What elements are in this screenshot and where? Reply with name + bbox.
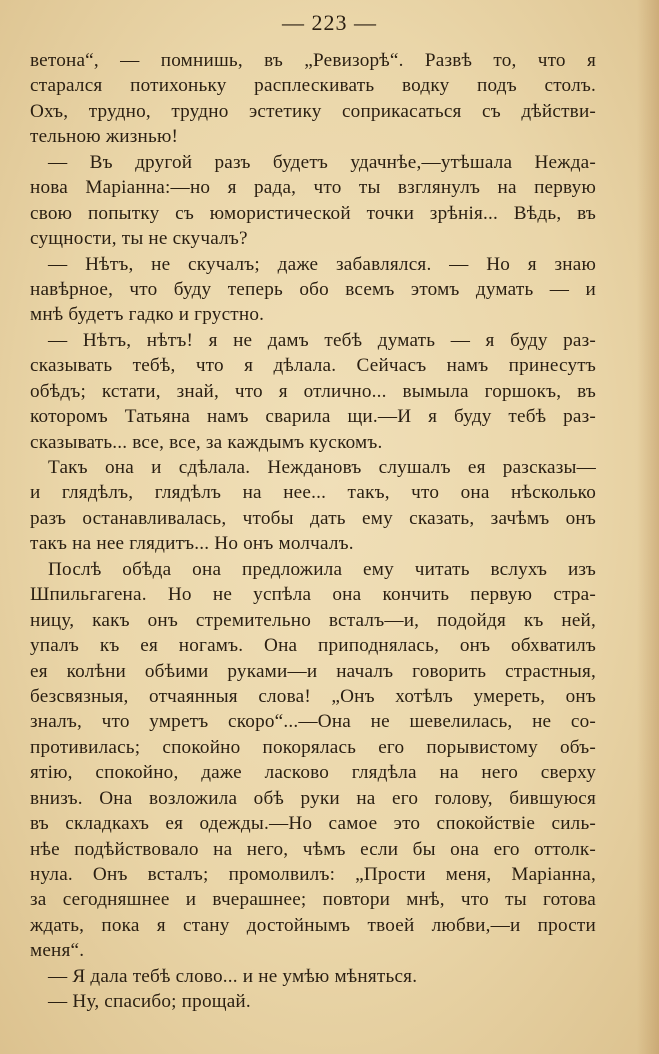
text-line: навѣрное, что буду теперь обо всемъ этомъ думать — и bbox=[30, 278, 596, 300]
text-line: — Нѣтъ, не скучалъ; даже забавлялся. — Но я знаю bbox=[48, 253, 596, 275]
text-line: разъ останавливалась, чтобы дать ему сказать, зачѣмъ онъ bbox=[30, 507, 596, 529]
page-edge-shadow bbox=[637, 0, 659, 1054]
text-line: меня“. bbox=[30, 940, 85, 962]
text-line: зналъ, что умретъ скоро“...—Она не шевелилась, не со- bbox=[30, 711, 596, 733]
text-line: и глядѣлъ, глядѣлъ на нее... такъ, что она нѣсколько bbox=[30, 482, 596, 504]
text-line: нѣе подѣйствовало на него, чѣмъ если бы она его оттолк- bbox=[30, 838, 596, 860]
text-line: въ складкахъ ея одежды.—Но самое это спокойствіе силь- bbox=[30, 813, 596, 835]
text-line: Такъ она и сдѣлала. Неждановъ слушалъ ея разсказы— bbox=[48, 457, 596, 478]
text-line: сущности, ты не скучалъ? bbox=[30, 228, 248, 250]
text-line: такъ на нее глядитъ... Но онъ молчалъ. bbox=[30, 533, 354, 555]
text-line: ятію, спокойно, даже ласково глядѣла на него сверху bbox=[30, 762, 596, 784]
text-line: нула. Онъ всталъ; промолвилъ: „Прости меня, Маріанна, bbox=[30, 864, 596, 885]
text-line: нова Маріанна:—но я рада, что ты взглянулъ на первую bbox=[30, 177, 596, 199]
text-line: обѣдъ; кстати, знай, что я отлично... вымыла горшокъ, въ bbox=[30, 380, 596, 402]
text-line: безсвязныя, отчаянныя слова! „Онъ хотѣлъ умереть, онъ bbox=[30, 685, 596, 707]
text-line: свою попытку съ юмористической точки зрѣнія... Вѣдь, въ bbox=[30, 202, 596, 224]
text-line: которомъ Татьяна намъ сварила щи.—И я буду тебѣ раз- bbox=[30, 406, 596, 428]
text-line: — Въ другой разъ будетъ удачнѣе,—утѣшала Нежда- bbox=[48, 151, 596, 173]
text-line: за сегодняшнее и вчерашнее; повтори мнѣ, что ты готова bbox=[30, 889, 596, 911]
text-line: ветона“, — помнишь, въ „Ревизорѣ“. Развѣ то, что я bbox=[30, 50, 596, 71]
text-line: — Ну, спасибо; прощай. bbox=[48, 991, 251, 1013]
text-line: старался потихоньку расплескивать водку подъ столъ. bbox=[30, 75, 596, 97]
text-line: внизъ. Она возложила обѣ руки на его голову, бившуюся bbox=[30, 787, 596, 809]
text-line: ждать, пока я стану достойнымъ твоей любви,—и прости bbox=[30, 914, 596, 936]
text-line: Охъ, трудно, трудно эстетику соприкасаться съ дѣйстви- bbox=[30, 100, 596, 122]
text-line: сказывать... все, все, за каждымъ кускомъ. bbox=[30, 431, 383, 453]
page-number: — 223 — bbox=[282, 10, 377, 35]
text-line: упалъ къ ея ногамъ. Она приподнялась, онъ обхватилъ bbox=[30, 635, 596, 657]
body-text bbox=[30, 48, 596, 1015]
text-line: — Я дала тебѣ слово... и не умѣю мѣняться. bbox=[48, 965, 418, 987]
text-line: мнѣ будетъ гадко и грустно. bbox=[30, 304, 265, 326]
text-line: противилась; спокойно покорялась его порывистому объ- bbox=[30, 736, 596, 758]
text-line: Послѣ обѣда она предложила ему читать вслухъ изъ bbox=[48, 558, 596, 580]
text-line: — Нѣтъ, нѣтъ! я не дамъ тебѣ думать — я буду раз- bbox=[48, 329, 596, 351]
text-line: ницу, какъ онъ стремительно всталъ—и, подойдя къ ней, bbox=[30, 609, 596, 631]
text-line: тельною жизнью! bbox=[30, 126, 179, 148]
text-line: Шпильгагена. Но не успѣла она кончить первую стра- bbox=[30, 584, 596, 606]
text-line: ея колѣни обѣими руками—и началъ говорить страстныя, bbox=[30, 660, 596, 682]
text-line: сказывать тебѣ, что я дѣлала. Сейчасъ намъ принесутъ bbox=[30, 355, 596, 377]
